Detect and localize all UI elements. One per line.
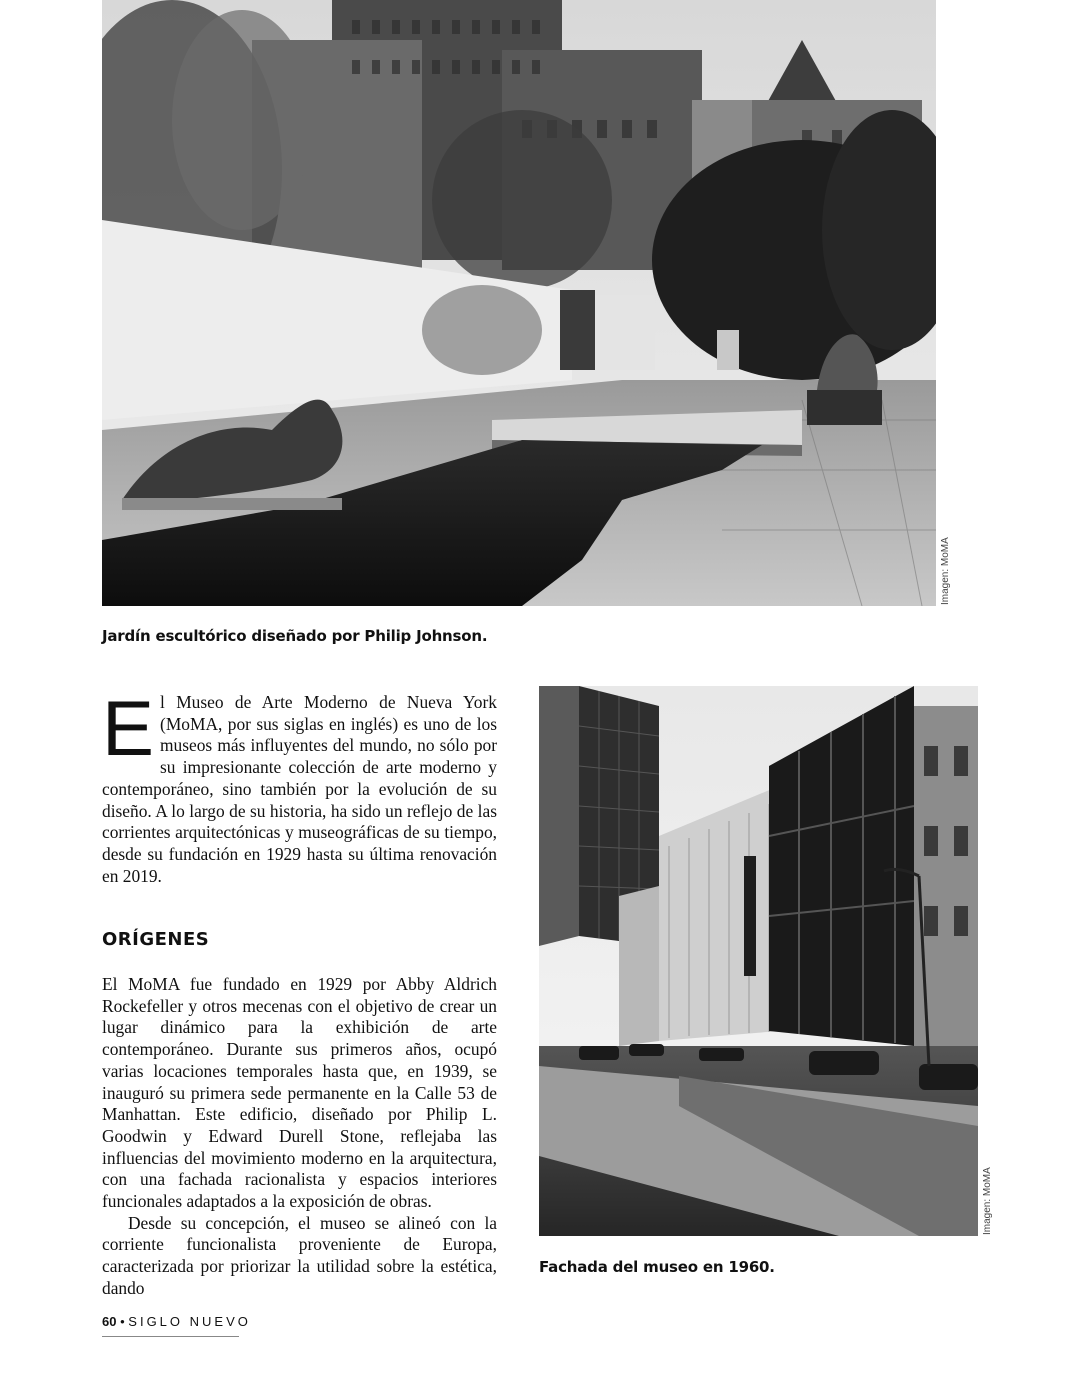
page-number: 60 [102, 1314, 117, 1329]
photo-caption-right: Fachada del museo en 1960. [539, 1258, 775, 1276]
section-paragraph-2: Desde su concepción, el museo se alineó con la corriente funcionalista proveniente de Europa, caracterizada por priorizar la utilidad sobre la estética, dando [102, 1212, 497, 1298]
page-footer [102, 1314, 251, 1329]
intro-paragraph [102, 684, 497, 887]
photo-credit-right: Imagen: MoMA [982, 1167, 993, 1235]
photo-credit-top: Imagen: MoMA [940, 537, 951, 605]
drop-cap: E [102, 684, 155, 772]
section-body [102, 974, 497, 1300]
photo-caption-top: Jardín escultórico diseñado por Philip Johnson. [102, 627, 488, 645]
intro-text: l Museo de Arte Moderno de Nueva York (MoMA, por sus siglas en inglés) es uno de los museos más influyentes del mundo, no sólo por su impresionante colección de arte moderno y contemporáneo, sino también por la evolución de su diseño. A lo largo de su historia, ha sido un reflejo de las corrientes arquitectónicas y museográficas de su tiempo, desde su fundación en 1929 hasta su última renovación en 2019. [102, 692, 497, 886]
section-paragraph-1: El MoMA fue fundado en 1929 por Abby Aldrich Rockefeller y otros mecenas con el objetivo de crear un lugar dinámico para la exhibición de arte contemporáneo. Durante sus primeros años, ocupó varias locaciones temporales hasta que, en 1939, se inauguró su primera sede permanente en la Calle 53 de Manhattan. Este edificio, diseñado por Philip L. Goodwin y Edward Durell Stone, reflejaba las influencias del movimiento moderno en la arquitectura, con una fachada racionalista y espacios interiores funcionales adaptados a la exposición de obras. [102, 974, 497, 1212]
magazine-name: SIGLO NUEVO [128, 1314, 251, 1329]
footer-rule [102, 1336, 239, 1337]
footer-separator: • [120, 1314, 125, 1329]
museum-facade-photo [539, 686, 978, 1236]
sculpture-garden-photo [102, 0, 936, 606]
section-heading: ORÍGENES [102, 929, 210, 950]
